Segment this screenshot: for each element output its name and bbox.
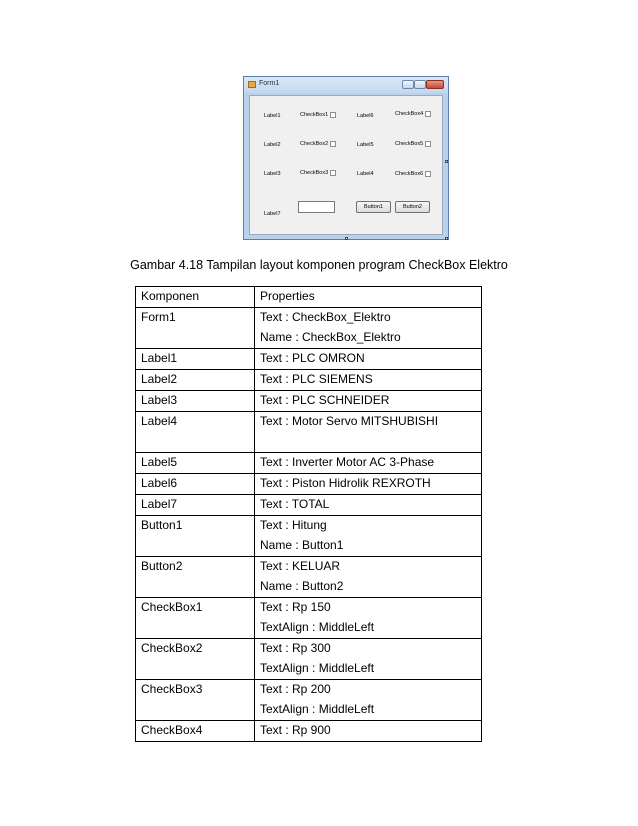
property-line: Text : Hitung (260, 518, 327, 532)
properties-cell (255, 391, 482, 412)
komponen-name: Label7 (141, 497, 178, 511)
komponen-cell (136, 474, 255, 495)
properties-cell (255, 598, 482, 639)
checkbox1-box[interactable] (330, 112, 336, 118)
checkbox1-label: CheckBox1 (300, 112, 329, 118)
komponen-name: CheckBox4 (141, 723, 203, 737)
komponen-name: Label5 (141, 455, 178, 469)
form-title: Form1 (259, 80, 280, 87)
properties-cell (255, 349, 482, 370)
komponen-cell (136, 495, 255, 516)
total-textbox[interactable] (298, 201, 335, 213)
table-row (136, 370, 482, 391)
komponen-name: Label6 (141, 476, 178, 490)
form-title-bar (244, 77, 448, 93)
properties-cell (255, 557, 482, 598)
komponen-cell (136, 370, 255, 391)
table-row (136, 391, 482, 412)
property-line: Name : Button1 (260, 538, 344, 552)
close-button[interactable] (426, 80, 444, 89)
resize-handle-bottom[interactable] (345, 237, 348, 240)
checkbox6-label: CheckBox6 (395, 171, 424, 177)
table-row (136, 516, 482, 557)
komponen-cell (136, 412, 255, 453)
komponen-cell (136, 639, 255, 680)
label2: Label2 (264, 142, 281, 148)
property-line: Text : Rp 900 (260, 723, 331, 737)
label7: Label7 (264, 211, 281, 217)
table-row (136, 349, 482, 370)
properties-cell (255, 680, 482, 721)
komponen-name: Label2 (141, 372, 178, 386)
checkbox4[interactable] (395, 111, 431, 117)
table-row (136, 721, 482, 742)
property-line: Text : KELUAR (260, 559, 341, 573)
checkbox6[interactable] (395, 171, 431, 177)
properties-cell (255, 516, 482, 557)
komponen-cell (136, 453, 255, 474)
property-line: Text : Inverter Motor AC 3-Phase (260, 455, 435, 469)
button2[interactable]: Button2 (395, 201, 430, 213)
header-properties: Properties (255, 287, 482, 308)
table-row (136, 474, 482, 495)
property-line: Name : CheckBox_Elektro (260, 330, 401, 344)
checkbox6-box[interactable] (425, 171, 431, 177)
checkbox4-label: CheckBox4 (395, 111, 424, 117)
property-line: Text : CheckBox_Elektro (260, 310, 391, 324)
komponen-cell (136, 516, 255, 557)
checkbox2-box[interactable] (330, 141, 336, 147)
property-line: Text : Motor Servo MITSHUBISHI (260, 414, 439, 428)
properties-cell (255, 453, 482, 474)
table-row (136, 598, 482, 639)
property-line: Text : PLC SCHNEIDER (260, 393, 390, 407)
komponen-name: Button1 (141, 518, 183, 532)
properties-cell (255, 370, 482, 391)
form-designer-screenshot (243, 76, 449, 240)
komponen-cell (136, 391, 255, 412)
property-line: Text : Piston Hidrolik REXROTH (260, 476, 431, 490)
properties-cell (255, 639, 482, 680)
label6: Label6 (357, 113, 374, 119)
properties-table (135, 286, 482, 742)
komponen-name: CheckBox3 (141, 682, 203, 696)
checkbox4-box[interactable] (425, 111, 431, 117)
form-icon (248, 81, 256, 88)
table-row (136, 557, 482, 598)
checkbox5-label: CheckBox5 (395, 141, 424, 147)
table-row (136, 308, 482, 349)
button1[interactable]: Button1 (356, 201, 391, 213)
property-line: Text : Rp 300 (260, 641, 331, 655)
property-line: Name : Button2 (260, 579, 344, 593)
properties-cell (255, 495, 482, 516)
checkbox1[interactable] (300, 112, 336, 118)
table-row (136, 453, 482, 474)
property-line: Text : Rp 200 (260, 682, 331, 696)
table-row (136, 639, 482, 680)
komponen-cell (136, 308, 255, 349)
checkbox3[interactable] (300, 170, 336, 176)
label1: Label1 (264, 113, 281, 119)
label5: Label5 (357, 142, 374, 148)
komponen-name: Form1 (141, 310, 176, 324)
komponen-name: Label1 (141, 351, 178, 365)
figure-caption: Gambar 4.18 Tampilan layout komponen program CheckBox Elektro (130, 258, 508, 272)
komponen-cell (136, 349, 255, 370)
property-line: Text : TOTAL (260, 497, 330, 511)
properties-cell (255, 721, 482, 742)
komponen-name: CheckBox1 (141, 600, 203, 614)
property-line: TextAlign : MiddleLeft (260, 620, 375, 634)
komponen-name: Button2 (141, 559, 183, 573)
checkbox2[interactable] (300, 141, 336, 147)
properties-cell (255, 308, 482, 349)
resize-handle-right[interactable] (445, 160, 448, 163)
komponen-name: Label4 (141, 414, 178, 428)
checkbox5[interactable] (395, 141, 431, 147)
checkbox2-label: CheckBox2 (300, 141, 329, 147)
properties-cell (255, 474, 482, 495)
properties-cell (255, 412, 482, 453)
label4: Label4 (357, 171, 374, 177)
header-komponen: Komponen (136, 287, 255, 308)
label3: Label3 (264, 171, 281, 177)
table-row (136, 680, 482, 721)
checkbox5-box[interactable] (425, 141, 431, 147)
table-row (136, 412, 482, 453)
resize-handle-corner[interactable] (445, 237, 448, 240)
form-client-area (249, 95, 443, 235)
komponen-name: CheckBox2 (141, 641, 203, 655)
table-row (136, 495, 482, 516)
property-line: Text : PLC SIEMENS (260, 372, 373, 386)
komponen-name: Label3 (141, 393, 178, 407)
maximize-button[interactable] (414, 80, 426, 89)
komponen-cell (136, 680, 255, 721)
table-header-row (136, 287, 482, 308)
property-line (260, 432, 481, 452)
property-line: TextAlign : MiddleLeft (260, 702, 375, 716)
komponen-cell (136, 557, 255, 598)
minimize-button[interactable] (402, 80, 414, 89)
komponen-cell (136, 721, 255, 742)
property-line: Text : Rp 150 (260, 600, 331, 614)
property-line: Text : PLC OMRON (260, 351, 365, 365)
checkbox3-label: CheckBox3 (300, 170, 329, 176)
property-line: TextAlign : MiddleLeft (260, 661, 375, 675)
checkbox3-box[interactable] (330, 170, 336, 176)
komponen-cell (136, 598, 255, 639)
